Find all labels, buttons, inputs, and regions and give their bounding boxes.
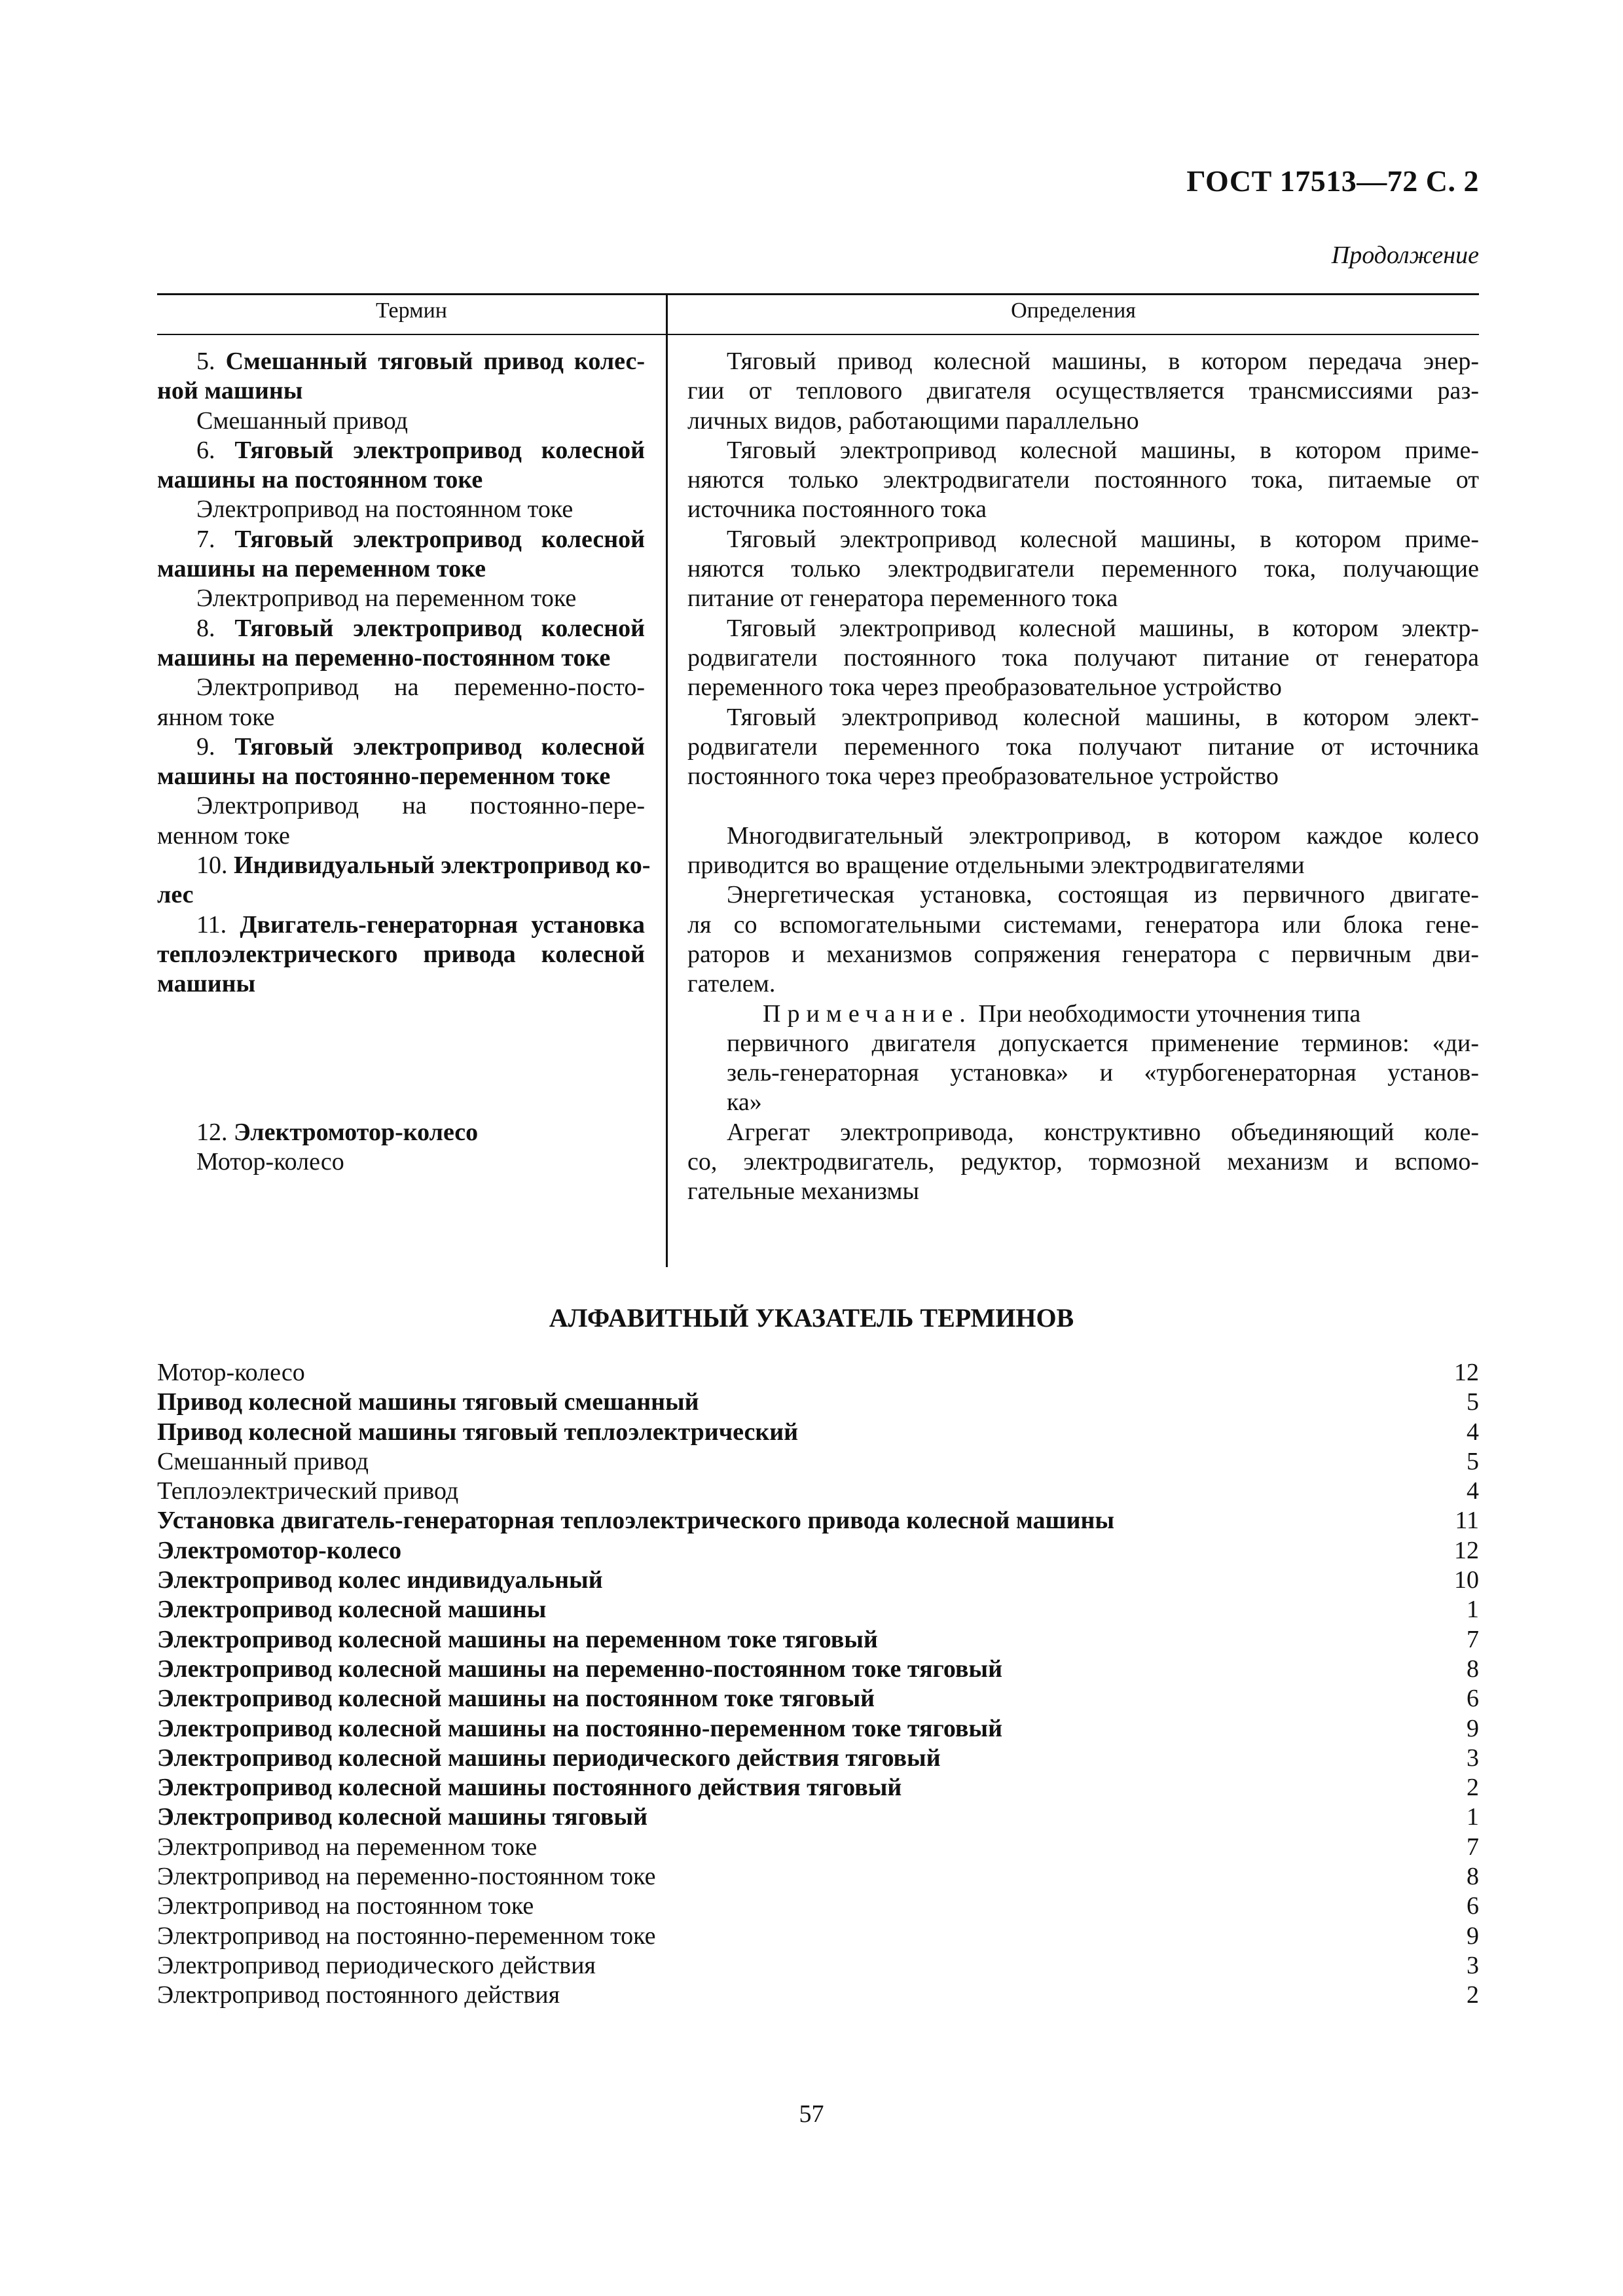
index-term-number: 6 [1467, 1685, 1479, 1713]
term-line [157, 910, 645, 940]
term-line-text: 8. [196, 614, 235, 642]
term-line-text: 6. [196, 436, 235, 464]
index-item [157, 1714, 1479, 1744]
index-item [157, 1418, 1479, 1447]
index-term-number: 12 [1454, 1536, 1479, 1564]
definition-line: Тяговый электропривод колесной машины, в котором элект- [727, 703, 1479, 731]
term-line-bold: Смешанный тяговый привод колес- [225, 348, 645, 375]
table-header-rule [157, 334, 1479, 335]
term-line [157, 614, 645, 643]
index-term: Электропривод на постоянно-переменном токе [157, 1922, 656, 1950]
term-line-text: 11. [196, 910, 240, 939]
index-term-number: 7 [1467, 1625, 1479, 1653]
index-term: Электропривод колес индивидуальный [157, 1566, 603, 1594]
index-term: Электропривод колесной машины периодического действия тяговый [157, 1744, 941, 1772]
term-line-bold: машины на переменно-постоянном токе [157, 643, 611, 672]
index-term: Электропривод на переменно-постоянном токе [157, 1863, 656, 1891]
term-line-bold: теплоэлектрического привода колесной [157, 940, 645, 968]
definition-line: Многодвигательный электропривод, в котором каждое колесо [727, 821, 1479, 850]
term-line [157, 762, 645, 791]
definition-line: Тяговый привод колесной машины, в котором передача энер- [727, 348, 1479, 375]
definition-line: Тяговый электропривод колесной машины, в котором электр- [727, 614, 1479, 642]
definition-line: няются только электродвигатели постоянного тока, питаемые от [687, 466, 1479, 494]
index-term: Электропривод колесной машины на постоянном токе тяговый [157, 1685, 875, 1713]
index-term-number: 8 [1467, 1863, 1479, 1891]
terms-column [157, 347, 651, 1177]
index-item [157, 1477, 1479, 1506]
index-term-number: 2 [1467, 1981, 1479, 2009]
term-line-text: 7. [196, 525, 235, 553]
note-line [687, 999, 1479, 1029]
term-line [157, 732, 645, 762]
index-term-number: 1 [1467, 1803, 1479, 1831]
alphabetical-index [157, 1358, 1479, 2011]
term-line [157, 1029, 645, 1058]
definitions-column [687, 347, 1479, 1207]
term-line-text: Смешанный привод [196, 406, 409, 435]
term-line-bold: машины на переменном токе [157, 555, 486, 583]
index-term: Мотор-колесо [157, 1359, 305, 1386]
term-line [157, 1147, 645, 1177]
term-line [157, 969, 645, 999]
definition-line: няются только электродвигатели переменного тока, получающие [687, 555, 1479, 583]
definition-line: Энергетическая установка, состоящая из первичного двигате- [727, 881, 1479, 909]
column-header-term: Термин [376, 298, 447, 323]
definition-line: приводится во вращение отдельными электродвигателями [687, 852, 1305, 880]
index-term: Электромотор-колесо [157, 1536, 402, 1564]
index-term-number: 8 [1467, 1655, 1479, 1683]
index-term-number: 3 [1467, 1951, 1479, 1979]
index-term: Электропривод периодического действия [157, 1951, 596, 1979]
index-term: Электропривод колесной машины [157, 1596, 547, 1624]
definition-line: Тяговый электропривод колесной машины, в котором приме- [727, 436, 1479, 464]
note-label: Примечание. [763, 999, 972, 1028]
term-line-text: 10. [196, 852, 234, 880]
index-term-number: 11 [1455, 1507, 1479, 1535]
term-line [157, 940, 645, 969]
index-term: Электропривод колесной машины постоянного действия тяговый [157, 1774, 902, 1802]
index-term: Электропривод на постоянном токе [157, 1892, 534, 1920]
note-text: При необходимости уточнения типа [972, 999, 1361, 1028]
index-item [157, 1951, 1479, 1981]
index-term-number: 9 [1467, 1922, 1479, 1950]
term-line-bold: машины [157, 970, 256, 998]
index-title: АЛФАВИТНЫЙ УКАЗАТЕЛЬ ТЕРМИНОВ [549, 1303, 1074, 1333]
term-line [157, 880, 645, 910]
index-term-number: 9 [1467, 1714, 1479, 1742]
term-line [157, 554, 645, 584]
definition-line: личных видов, работающими параллельно [687, 406, 1139, 435]
term-line [157, 643, 645, 673]
index-term-number: 5 [1467, 1388, 1479, 1416]
term-line-text: 5. [196, 348, 226, 375]
index-item [157, 1595, 1479, 1624]
term-line [157, 495, 645, 524]
term-line-text: Электропривод на постоянно-пере- [196, 792, 645, 820]
definition-line: питание от генератора переменного тока [687, 584, 1118, 613]
term-line [157, 1088, 645, 1117]
column-header-definition: Определения [1011, 298, 1136, 323]
index-item [157, 1358, 1479, 1388]
definition-line: переменного тока через преобразовательное устройство [687, 673, 1282, 702]
index-term-number: 4 [1467, 1418, 1479, 1446]
term-line [157, 436, 645, 465]
term-line [157, 347, 645, 376]
term-line-text: Электропривод на переменном токе [196, 584, 577, 613]
term-line [157, 791, 645, 821]
index-item [157, 1566, 1479, 1595]
index-term: Электропривод постоянного действия [157, 1981, 560, 2009]
term-line-bold: машины на постоянном токе [157, 466, 483, 494]
index-term-number: 4 [1467, 1477, 1479, 1505]
term-line-text: Электропривод на постоянном токе [196, 495, 574, 524]
table-top-rule [157, 293, 1479, 295]
index-item [157, 1506, 1479, 1535]
index-item [157, 1684, 1479, 1713]
page-number: 57 [799, 2100, 824, 2128]
index-term: Теплоэлектрический привод [157, 1477, 459, 1505]
term-line-bold: лес [157, 881, 194, 909]
term-line [157, 703, 645, 732]
term-line-bold: Тяговый электропривод колесной [234, 525, 645, 553]
term-line-text: янном токе [157, 703, 275, 731]
definition-line: родвигатели переменного тока получают питание от источника [687, 732, 1479, 761]
term-line [157, 851, 651, 880]
term-line-text: 9. [196, 732, 235, 761]
term-line [157, 465, 645, 495]
index-term-number: 10 [1454, 1566, 1479, 1594]
definition-line: зель-генераторная установка» и «турбогенераторная установ- [727, 1059, 1479, 1087]
definition-line: раторов и механизмов сопряжения генератора с первичным дви- [687, 940, 1479, 968]
index-term: Электропривод на переменном токе [157, 1833, 538, 1861]
index-item [157, 1862, 1479, 1892]
definition-line: родвигатели постоянного тока получают питание от генератора [687, 643, 1479, 672]
definition-line: Агрегат электропривода, конструктивно объединяющий коле- [727, 1118, 1479, 1146]
index-item [157, 1892, 1479, 1921]
term-line-bold: Индивидуальный электропривод ко- [234, 852, 651, 880]
term-line-bold: Двигатель-генераторная установка [240, 910, 645, 939]
definition-line: со, электродвигатель, редуктор, тормозной механизм и вспомо- [687, 1148, 1479, 1176]
document-header: ГОСТ 17513—72 С. 2 [1186, 164, 1479, 198]
index-term-number: 1 [1467, 1596, 1479, 1624]
index-term-number: 2 [1467, 1774, 1479, 1802]
term-line-text: Мотор-колесо [196, 1148, 344, 1176]
index-term-number: 6 [1467, 1892, 1479, 1920]
index-term: Привод колесной машины тяговый смешанный [157, 1388, 699, 1416]
continuation-label: Продолжение [1331, 242, 1479, 269]
index-item [157, 1536, 1479, 1566]
index-term: Электропривод колесной машины на переменном токе тяговый [157, 1625, 878, 1653]
term-line-bold: Электромотор-колесо [234, 1118, 479, 1146]
index-item [157, 1833, 1479, 1862]
definition-line [687, 791, 1479, 821]
term-line-bold: Тяговый электропривод колесной [234, 614, 645, 642]
index-term: Привод колесной машины тяговый теплоэлектрический [157, 1418, 799, 1446]
index-item [157, 1447, 1479, 1477]
term-line [157, 406, 645, 436]
term-line-text: Электропривод на переменно-посто- [196, 673, 645, 702]
index-item [157, 1625, 1479, 1655]
definition-line: ка» [727, 1088, 762, 1117]
index-item [157, 1981, 1479, 2010]
index-item [157, 1922, 1479, 1951]
term-line-bold: Тяговый электропривод колесной [234, 732, 645, 761]
term-line [157, 821, 645, 851]
term-line-text: 12. [196, 1118, 234, 1146]
index-item [157, 1744, 1479, 1773]
index-item [157, 1773, 1479, 1803]
index-term-number: 7 [1467, 1833, 1479, 1861]
definition-line: постоянного тока через преобразовательное устройство [687, 762, 1279, 791]
definition-line: источника постоянного тока [687, 495, 987, 524]
term-line [157, 525, 645, 554]
definition-line: ля со вспомогательными системами, генератора или блока гене- [687, 910, 1479, 939]
table-column-divider [666, 293, 668, 1267]
index-term: Электропривод колесной машины тяговый [157, 1803, 647, 1831]
index-term: Электропривод колесной машины на постоянно-переменном токе тяговый [157, 1714, 1002, 1742]
term-line-bold: машины на постоянно-переменном токе [157, 762, 611, 791]
index-term-number: 3 [1467, 1744, 1479, 1772]
definition-line: гательные механизмы [687, 1177, 919, 1206]
index-term-number: 12 [1454, 1359, 1479, 1386]
term-line [157, 673, 645, 702]
index-term: Электропривод колесной машины на переменно-постоянном токе тяговый [157, 1655, 1002, 1683]
term-line [157, 376, 645, 406]
index-term: Смешанный привод [157, 1447, 369, 1475]
term-line-bold: Тяговый электропривод колесной [234, 436, 645, 464]
definition-line: первичного двигателя допускается применение терминов: «ди- [727, 1029, 1479, 1057]
index-item [157, 1803, 1479, 1832]
term-line-bold: ной машины [157, 377, 303, 405]
term-line [157, 1058, 645, 1088]
index-item [157, 1388, 1479, 1417]
term-line [157, 1118, 645, 1147]
definition-line: гии от теплового двигателя осуществляется трансмиссиями раз- [687, 377, 1479, 405]
index-term-number: 5 [1467, 1447, 1479, 1475]
term-line [157, 999, 645, 1029]
definition-line: гателем. [687, 970, 776, 998]
term-line-text: менном токе [157, 821, 290, 850]
definition-line: Тяговый электропривод колесной машины, в котором приме- [727, 525, 1479, 553]
index-term: Установка двигатель-генераторная теплоэлектрического привода колесной машины [157, 1507, 1115, 1535]
index-item [157, 1655, 1479, 1684]
term-line [157, 584, 645, 613]
